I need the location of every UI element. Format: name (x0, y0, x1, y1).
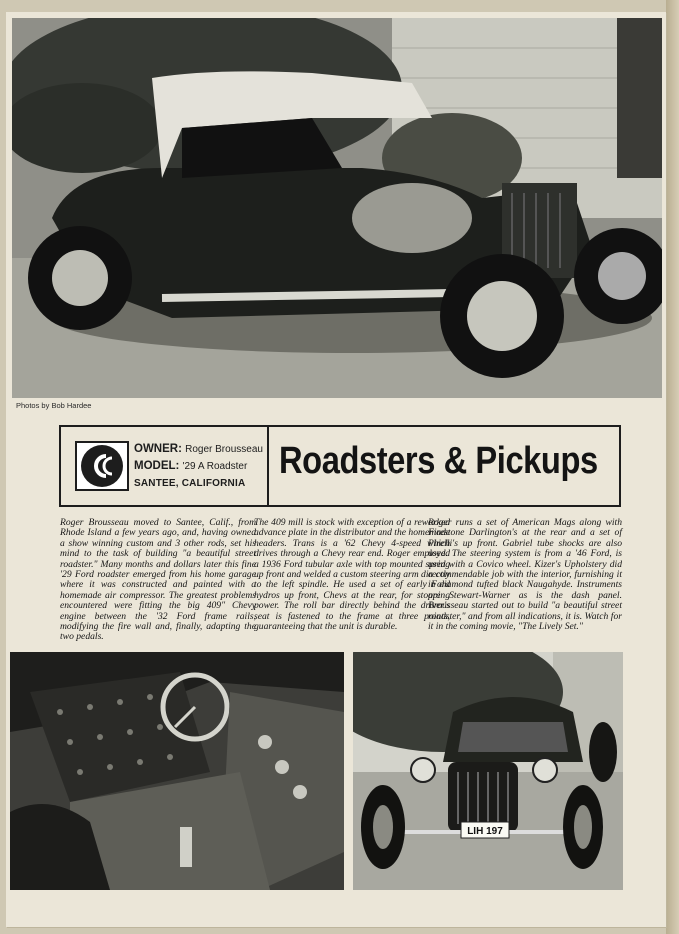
article-column-3: Roger runs a set of American Mags along with Firestone Darlington's at the rear and a set of Pirelli's up front. Gabriel tube shocks are also used. The steering system is from a '46 Ford, is used with a Covico wheel. Kizer's Upholstery did a commendable job with the interior, furnishing it in diamond tufted black Naugahyde. Instruments are Stewart-Warner as is the dash panel. Brousseau started out to build "a beautiful street roadster," and from all indications, it is. Watch for it in the coming movie, "The Lively Set." (428, 517, 622, 633)
article-column-2: The 409 mill is stock with exception of a reworked advance plate in the distributor and the homemade headers. Trans is a '62 Chevy 4-speed which drives through a Chevy rear end. Roger employed a 1936 Ford tubular axle with top mounted spring up front and welded a custom steering arm directly to the left spindle. He used a set of early Ford hydros up front, Chevs at the rear, for stopping power. The roll bar directly behind the driver's seat is fastened to the frame at three points, guaranteeing that the unit is durable. (254, 517, 450, 633)
article-column-1: Roger Brousseau moved to Santee, Calif., from Rhode Island a few years ago, and, having owned a show winning custom and 3 other rods, set his mind to the task of building "a beautiful street roadster." Many months and dollars later this fine '29 Ford roadster emerged from his home garage where it was constructed and painted with a homemade air compressor. The greatest problems encountered were fitting the big 409" Chevy engine between the '32 Ford frame rails, modifying the fire wall and, finally, adapting the two pedals. (60, 517, 256, 643)
owner-info (134, 441, 263, 489)
roadster-side-photo (12, 18, 662, 398)
owner-label: OWNER: (134, 443, 182, 455)
interior-photo (10, 652, 344, 890)
model-label: MODEL: (134, 460, 180, 472)
photo-credit: Photos by Bob Hardee (16, 401, 92, 410)
article-title: Roadsters & Pickups (279, 440, 598, 482)
roadster-front-photo (353, 652, 623, 890)
owner-location: SANTEE, CALIFORNIA (134, 478, 246, 489)
article-header (59, 425, 621, 507)
license-plate: LIH 197 (467, 826, 503, 837)
cc-logo-icon (75, 441, 129, 491)
owner-name: Roger Brousseau (185, 444, 263, 455)
model-value: '29 A Roadster (182, 461, 248, 472)
magazine-spine (666, 0, 679, 934)
header-divider (267, 427, 269, 505)
